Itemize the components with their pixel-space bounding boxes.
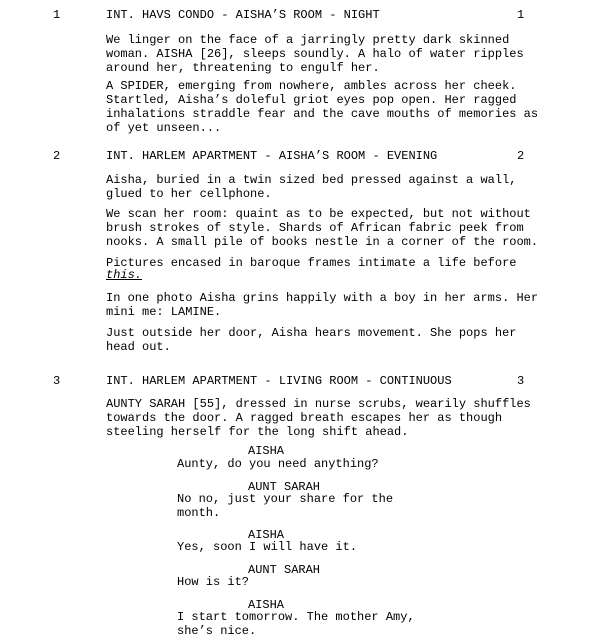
action-paragraph: We linger on the face of a jarringly pretty dark skinned woman. AISHA [26], sleeps soundly. A halo of water ripples around her, threatening to engulf her. — [106, 33, 524, 75]
scene-number-left: 2 — [53, 149, 61, 163]
action-paragraph: Just outside her door, Aisha hears movement. She pops her head out. — [106, 326, 517, 354]
action-paragraph: AUNTY SARAH [55], dressed in nurse scrubs, wearily shuffles towards the door. A ragged breath escapes her as though steeling herself for the long shift ahead. — [106, 397, 531, 439]
character-name: AISHA — [248, 444, 285, 458]
scene-heading: INT. HARLEM APARTMENT - AISHA’S ROOM - EVENING — [106, 149, 438, 163]
character-name: AISHA — [248, 598, 285, 612]
action-paragraph: In one photo Aisha grins happily with a boy in her arms. Her mini me: LAMINE. — [106, 291, 539, 319]
dialogue-line: I start tomorrow. The mother Amy, she’s nice. — [177, 610, 415, 638]
scene-heading: INT. HARLEM APARTMENT - LIVING ROOM - CONTINUOUS — [106, 374, 452, 388]
character-name: AUNT SARAH — [248, 480, 321, 494]
dialogue-line: No no, just your share for the month. — [177, 492, 394, 520]
action-emphasis — [106, 268, 536, 282]
dialogue-line: Yes, soon I will have it. — [177, 540, 358, 554]
scene-number-right: 2 — [517, 149, 525, 163]
character-name: AISHA — [248, 528, 285, 542]
action-paragraph: We scan her room: quaint as to be expected, but not without brush strokes of style. Shards of African fabric peek from nooks. A small pile of books nestle in a corner of the room. — [106, 207, 539, 249]
dialogue-line: How is it? — [177, 575, 250, 589]
dialogue-line: Aunty, do you need anything? — [177, 457, 379, 471]
action-paragraph: A SPIDER, emerging from nowhere, ambles across her cheek. Startled, Aisha’s doleful griot eyes pop open. Her ragged inhalations straddle fear and the cave mouths of memories as of yet unseen... — [106, 79, 539, 135]
emphasized-word: this. — [106, 268, 143, 282]
scene-number-left: 3 — [53, 374, 61, 388]
scene-heading: INT. HAVS CONDO - AISHA’S ROOM - NIGHT — [106, 8, 380, 22]
character-name: AUNT SARAH — [248, 563, 321, 577]
action-paragraph: Pictures encased in baroque frames intimate a life before — [106, 256, 517, 270]
scene-number-left: 1 — [53, 8, 61, 22]
action-paragraph: Aisha, buried in a twin sized bed pressed against a wall, glued to her cellphone. — [106, 173, 517, 201]
scene-number-right: 1 — [517, 8, 525, 22]
scene-number-right: 3 — [517, 374, 525, 388]
